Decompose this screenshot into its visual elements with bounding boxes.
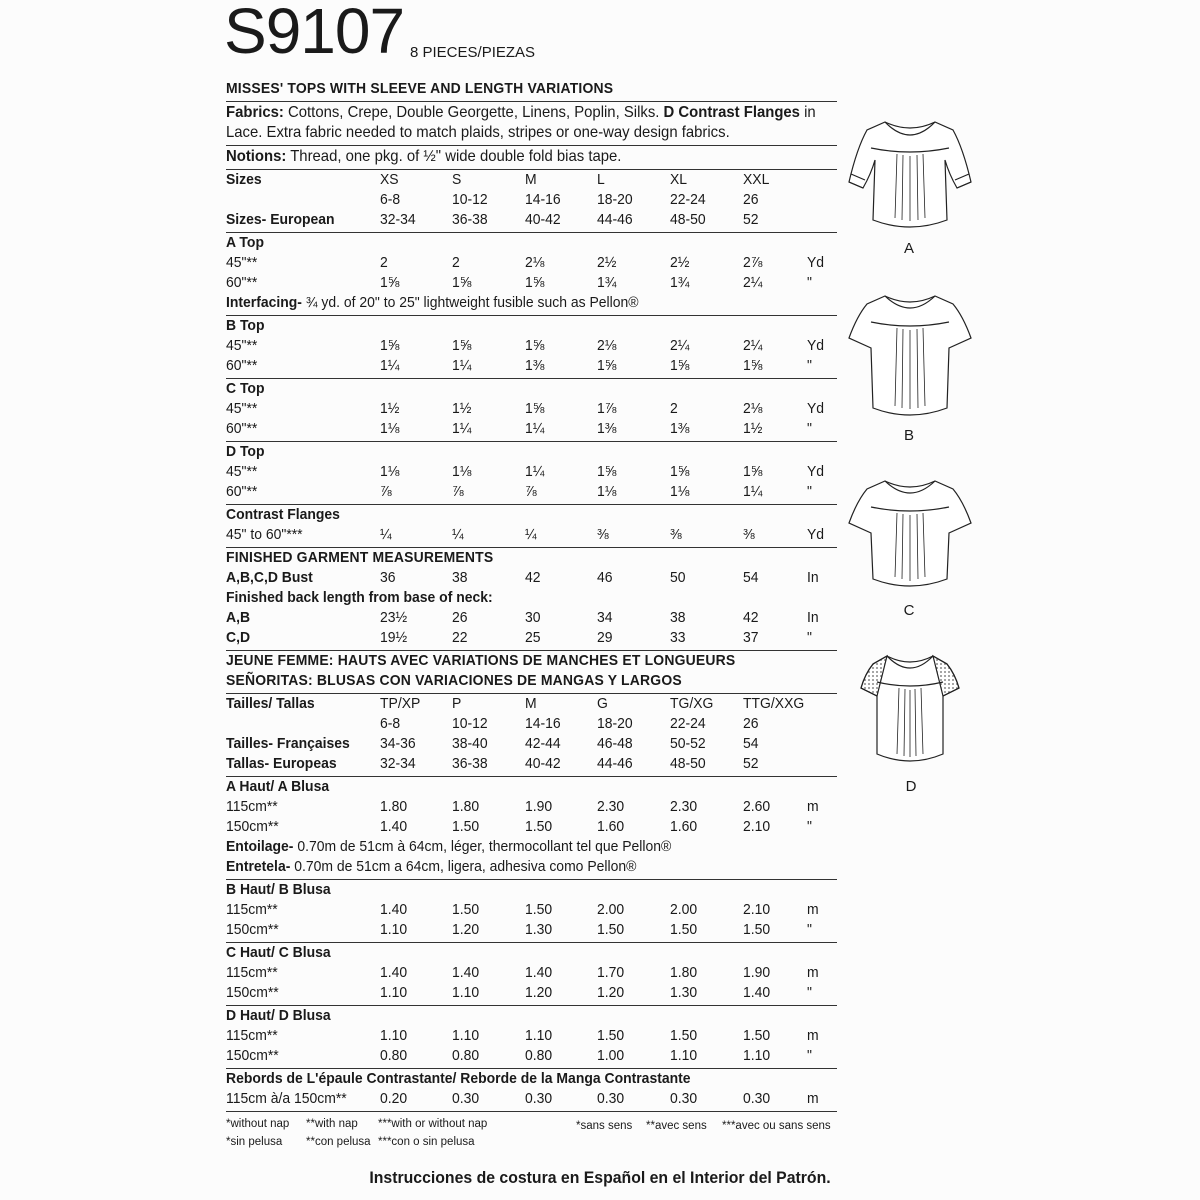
cell-value: ⅞ (380, 483, 392, 500)
cell-value: M (525, 695, 537, 712)
cell-value: 22 (452, 629, 468, 646)
view-heading: C Haut/ C Blusa (226, 944, 331, 961)
divider (226, 441, 837, 442)
cell-value: 1.30 (525, 921, 553, 938)
cell-value: 0.80 (452, 1047, 480, 1064)
divider (226, 693, 837, 694)
cell-value: 2½ (670, 254, 690, 271)
divider (226, 232, 837, 233)
unit-label: " (807, 629, 812, 646)
cell-value: S (452, 171, 462, 188)
cell-value: 33 (670, 629, 686, 646)
back-length-label: Finished back length from base of neck: (226, 589, 493, 606)
cell-value: 10-12 (452, 715, 488, 732)
cell-value: M (525, 171, 537, 188)
row-label: Tailles- Françaises (226, 735, 350, 752)
cell-value: 1.10 (380, 921, 408, 938)
cell-value: 1¼ (452, 420, 472, 437)
cell-value: 1.70 (597, 964, 625, 981)
cell-value: 1⅛ (452, 463, 472, 480)
cell-value: 50-52 (670, 735, 706, 752)
cell-value: 25 (525, 629, 541, 646)
divider (226, 378, 837, 379)
cell-value: 6-8 (380, 715, 401, 732)
cell-value: 1⅝ (380, 337, 400, 354)
cell-value: 1.90 (743, 964, 771, 981)
cell-value: 0.80 (525, 1047, 553, 1064)
cell-value: 36 (380, 569, 396, 586)
unit-label: m (807, 964, 819, 981)
unit-label: Yd (807, 400, 825, 417)
cell-value: 26 (743, 715, 759, 732)
cell-value: 18-20 (597, 191, 633, 208)
cell-value: 1.50 (670, 921, 698, 938)
cell-value: 2⅛ (525, 254, 545, 271)
cell-value: 46-48 (597, 735, 633, 752)
cell-value: 1⅝ (525, 274, 545, 291)
unit-label: " (807, 420, 812, 437)
cell-value: 2¼ (743, 337, 763, 354)
view-heading: B Top (226, 317, 265, 334)
notions-label: Notions: (226, 148, 287, 165)
unit-label: m (807, 798, 819, 815)
cell-value: 1⅝ (743, 463, 763, 480)
cell-value: 1.80 (670, 964, 698, 981)
cell-value: ⅜ (597, 526, 609, 543)
unit-label: m (807, 1027, 819, 1044)
cell-value: 1.40 (525, 964, 553, 981)
footnote-fr: **avec sens (646, 1120, 707, 1132)
cell-value: 50 (670, 569, 686, 586)
cell-value: 38-40 (452, 735, 488, 752)
cell-value: 1¼ (743, 483, 763, 500)
unit-label: Yd (807, 254, 825, 271)
cell-value: 1½ (452, 400, 472, 417)
cell-value: 26 (743, 191, 759, 208)
cell-value: 2.10 (743, 818, 771, 835)
cell-value: ⅞ (452, 483, 464, 500)
finished-title: FINISHED GARMENT MEASUREMENTS (226, 549, 494, 566)
divider (226, 547, 837, 548)
view-b-illustration (845, 290, 975, 420)
row-label: 115cm à/a 150cm** (226, 1090, 347, 1107)
footnote-es: **con pelusa (306, 1136, 371, 1148)
row-label: 60"** (226, 420, 258, 437)
cell-value: 1.40 (743, 984, 771, 1001)
cell-value: 1⅜ (597, 420, 617, 437)
view-label-a: A (903, 240, 914, 257)
row-label: 150cm** (226, 921, 279, 938)
cell-value: 1.50 (597, 1027, 625, 1044)
row-label: Sizes (226, 171, 262, 188)
entoilage-note (226, 838, 671, 856)
row-label: 60"** (226, 357, 258, 374)
row-label: 150cm** (226, 984, 279, 1001)
cell-value: 1¾ (597, 274, 617, 291)
cell-value: 54 (743, 569, 759, 586)
cell-value: 1⅝ (525, 337, 545, 354)
cell-value: 1.20 (597, 984, 625, 1001)
cell-value: 1⅜ (670, 420, 690, 437)
interfacing-label: Interfacing- (226, 294, 302, 311)
cell-value: 0.30 (452, 1090, 480, 1107)
cell-value: 34-36 (380, 735, 416, 752)
cell-value: 0.30 (597, 1090, 625, 1107)
cell-value: 1½ (380, 400, 400, 417)
entoilage-label: Entoilage- (226, 838, 294, 855)
cell-value: 42-44 (525, 735, 561, 752)
cell-value: 1.50 (525, 901, 553, 918)
footer-note: Instrucciones de costura en Español en el Interior del Patrón. (369, 1168, 831, 1187)
cell-value: TP/XP (380, 695, 421, 712)
divider (226, 776, 837, 777)
row-label: 45"** (226, 337, 258, 354)
cell-value: 1.50 (452, 901, 480, 918)
cell-value: 1.00 (597, 1047, 625, 1064)
cell-value: 2 (452, 254, 460, 271)
view-heading: D Haut/ D Blusa (226, 1007, 331, 1024)
cell-value: 0.80 (380, 1047, 408, 1064)
view-heading: A Haut/ A Blusa (226, 778, 330, 795)
cell-value: 1⅞ (597, 400, 617, 417)
row-label: 150cm** (226, 818, 279, 835)
cell-value: ⅜ (670, 526, 682, 543)
interfacing-note (226, 294, 639, 312)
cell-value: 48-50 (670, 755, 706, 772)
cell-value: 1⅝ (452, 274, 472, 291)
view-heading: B Haut/ B Blusa (226, 881, 331, 898)
unit-label: " (807, 1047, 812, 1064)
notions-text: Thread, one pkg. of ½" wide double fold bias tape. (286, 148, 622, 165)
view-heading: Contrast Flanges (226, 506, 340, 523)
cell-value: 2½ (597, 254, 617, 271)
pattern-number: S9107 (224, 0, 405, 67)
cell-value: 1¾ (670, 274, 690, 291)
row-label: 45"** (226, 463, 258, 480)
cell-value: ¼ (380, 526, 392, 543)
cell-value: 1⅝ (380, 274, 400, 291)
cell-value: 2⅞ (743, 254, 763, 271)
cell-value: 1.10 (525, 1027, 553, 1044)
cell-value: 52 (743, 755, 759, 772)
footnote-fr: *sans sens (576, 1120, 633, 1132)
cell-value: 42 (525, 569, 541, 586)
cell-value: 42 (743, 609, 759, 626)
cell-value: 1.60 (597, 818, 625, 835)
cell-value: 23½ (380, 609, 408, 626)
cell-value: 1½ (743, 420, 763, 437)
cell-value: 26 (452, 609, 468, 626)
notions-line (226, 148, 621, 166)
cell-value: ¼ (452, 526, 464, 543)
row-label: 45" to 60"*** (226, 526, 303, 543)
cell-value: 0.20 (380, 1090, 408, 1107)
cell-value: 2¼ (670, 337, 690, 354)
divider (226, 1005, 837, 1006)
cell-value: 1⅝ (670, 357, 690, 374)
footnote-es: *sin pelusa (226, 1136, 283, 1148)
cell-value: TG/XG (670, 695, 714, 712)
cell-value: ¼ (525, 526, 537, 543)
footnote-en: ***with or without nap (378, 1118, 488, 1130)
cell-value: 1.60 (670, 818, 698, 835)
cell-value: 1¼ (525, 420, 545, 437)
cell-value: 2¼ (743, 274, 763, 291)
cell-value: 22-24 (670, 191, 706, 208)
footnote-fr: ***avec ou sans sens (722, 1120, 831, 1132)
row-label: 115cm** (226, 964, 278, 981)
cell-value: XXL (743, 171, 770, 188)
unit-label: m (807, 901, 819, 918)
footnote-en: **with nap (306, 1118, 358, 1130)
view-label-c: C (903, 602, 915, 619)
cell-value: 2.60 (743, 798, 771, 815)
cell-value: 2 (380, 254, 388, 271)
cell-value: 1.10 (380, 984, 408, 1001)
row-label: A,B,C,D Bust (226, 569, 313, 586)
row-label: C,D (226, 629, 251, 646)
cell-value: 30 (525, 609, 541, 626)
cell-value: 2.00 (597, 901, 625, 918)
divider (226, 650, 837, 651)
cell-value: 22-24 (670, 715, 706, 732)
cell-value: 32-34 (380, 755, 416, 772)
cell-value: 2⅛ (743, 400, 763, 417)
row-label: A,B (226, 609, 251, 626)
cell-value: 1.50 (597, 921, 625, 938)
entretela-label: Entretela- (226, 858, 291, 875)
unit-label: " (807, 818, 812, 835)
cell-value: 2.30 (670, 798, 698, 815)
fabrics-text-2: in (799, 104, 816, 121)
cell-value: 1.50 (452, 818, 480, 835)
cell-value: 1.80 (380, 798, 408, 815)
title-fr: JEUNE FEMME: HAUTS AVEC VARIATIONS DE MANCHES ET LONGUEURS (226, 652, 736, 669)
row-label: Sizes- European (226, 211, 335, 228)
cell-value: 1⅛ (380, 420, 400, 437)
cell-value: 1.90 (525, 798, 553, 815)
unit-label: In (807, 609, 819, 626)
cell-value: 1⅝ (597, 357, 617, 374)
unit-label: " (807, 921, 812, 938)
unit-label: " (807, 483, 812, 500)
unit-label: Yd (807, 337, 825, 354)
divider (226, 169, 837, 170)
fabrics-line-1 (226, 104, 816, 122)
view-a-illustration (845, 108, 975, 238)
row-label: Tallas- Europeas (226, 755, 337, 772)
piece-count: 8 PIECES/PIEZAS (410, 44, 536, 61)
cell-value: 1.40 (452, 964, 480, 981)
cell-value: TTG/XXG (743, 695, 805, 712)
cell-value: 52 (743, 211, 759, 228)
cell-value: 1.30 (670, 984, 698, 1001)
footnote-es: ***con o sin pelusa (378, 1136, 475, 1148)
cell-value: 1.40 (380, 964, 408, 981)
unit-label: " (807, 984, 812, 1001)
cell-value: 1.20 (525, 984, 553, 1001)
cell-value: ⅞ (525, 483, 537, 500)
unit-label: Yd (807, 526, 825, 543)
view-heading: Rebords de L'épaule Contrastante/ Reborde de la Manga Contrastante (226, 1070, 691, 1087)
interfacing-text: ¾ yd. of 20" to 25" lightweight fusible such as Pellon® (301, 294, 639, 311)
fabrics-text: Cottons, Crepe, Double Georgette, Linens, Poplin, Silks. (283, 104, 664, 121)
cell-value: 48-50 (670, 211, 706, 228)
cell-value: 1⅜ (525, 357, 545, 374)
cell-value: 32-34 (380, 211, 416, 228)
cell-value: 18-20 (597, 715, 633, 732)
cell-value: 1¼ (452, 357, 472, 374)
row-label: 115cm** (226, 798, 278, 815)
divider (226, 145, 837, 146)
divider (226, 101, 837, 102)
fabrics-label: Fabrics: (226, 104, 284, 121)
cell-value: 2.00 (670, 901, 698, 918)
divider (226, 315, 837, 316)
view-d-illustration (855, 650, 965, 775)
cell-value: L (597, 171, 605, 188)
cell-value: 1.50 (743, 921, 771, 938)
cell-value: 1.50 (743, 1027, 771, 1044)
cell-value: 36-38 (452, 211, 488, 228)
row-label: 60"** (226, 483, 258, 500)
row-label: 115cm** (226, 901, 278, 918)
unit-label: m (807, 1090, 819, 1107)
entretela-text: 0.70m de 51cm a 64cm, ligera, adhesiva como Pellon® (290, 858, 637, 875)
cell-value: 0.30 (670, 1090, 698, 1107)
fabrics-line-2: Lace. Extra fabric needed to match plaids, stripes or one-way design fabrics. (226, 124, 730, 141)
title-es: SEÑORITAS: BLUSAS CON VARIACIONES DE MANGAS Y LARGOS (226, 672, 682, 689)
cell-value: 1¼ (525, 463, 545, 480)
cell-value: 1¼ (380, 357, 400, 374)
cell-value: 14-16 (525, 191, 561, 208)
cell-value: 1.50 (525, 818, 553, 835)
unit-label: Yd (807, 463, 825, 480)
cell-value: 1.10 (670, 1047, 698, 1064)
cell-value: 2 (670, 400, 678, 417)
entoilage-text: 0.70m de 51cm à 64cm, léger, thermocollant tel que Pellon® (293, 838, 672, 855)
cell-value: ⅜ (743, 526, 755, 543)
fabrics-contrast: D Contrast Flanges (663, 104, 800, 121)
cell-value: G (597, 695, 608, 712)
cell-value: 0.30 (525, 1090, 553, 1107)
cell-value: 1.40 (380, 901, 408, 918)
cell-value: 40-42 (525, 755, 561, 772)
footnote-en: *without nap (226, 1118, 290, 1130)
cell-value: 34 (597, 609, 613, 626)
cell-value: 19½ (380, 629, 408, 646)
cell-value: 54 (743, 735, 759, 752)
cell-value: 1⅛ (597, 483, 617, 500)
cell-value: 10-12 (452, 191, 488, 208)
view-label-d: D (905, 778, 917, 795)
cell-value: 6-8 (380, 191, 401, 208)
cell-value: 1⅝ (452, 337, 472, 354)
divider (226, 1111, 837, 1112)
cell-value: 46 (597, 569, 613, 586)
cell-value: 1.40 (380, 818, 408, 835)
row-label: 115cm** (226, 1027, 278, 1044)
entretela-note (226, 858, 636, 876)
unit-label: In (807, 569, 819, 586)
row-label: 45"** (226, 400, 258, 417)
cell-value: 1⅝ (670, 463, 690, 480)
pattern-title: MISSES' TOPS WITH SLEEVE AND LENGTH VARIATIONS (226, 80, 614, 97)
cell-value: 38 (670, 609, 686, 626)
unit-label: " (807, 357, 812, 374)
row-label: Tailles/ Tallas (226, 695, 315, 712)
cell-value: 37 (743, 629, 759, 646)
cell-value: 44-46 (597, 755, 633, 772)
cell-value: 36-38 (452, 755, 488, 772)
cell-value: 1⅛ (670, 483, 690, 500)
divider (226, 879, 837, 880)
cell-value: 2.10 (743, 901, 771, 918)
cell-value: 1⅝ (525, 400, 545, 417)
view-heading: A Top (226, 234, 264, 251)
cell-value: 1.10 (380, 1027, 408, 1044)
cell-value: 38 (452, 569, 468, 586)
row-label: 150cm** (226, 1047, 279, 1064)
cell-value: 40-42 (525, 211, 561, 228)
cell-value: 2⅛ (597, 337, 617, 354)
view-c-illustration (845, 475, 975, 600)
cell-value: XL (670, 171, 688, 188)
view-heading: D Top (226, 443, 265, 460)
cell-value: 2.30 (597, 798, 625, 815)
divider (226, 504, 837, 505)
cell-value: 44-46 (597, 211, 633, 228)
row-label: 60"** (226, 274, 258, 291)
cell-value: 1.10 (452, 1027, 480, 1044)
unit-label: " (807, 274, 812, 291)
cell-value: 1.80 (452, 798, 480, 815)
cell-value: XS (380, 171, 399, 188)
cell-value: 1.20 (452, 921, 480, 938)
cell-value: 29 (597, 629, 613, 646)
cell-value: P (452, 695, 462, 712)
cell-value: 0.30 (743, 1090, 771, 1107)
cell-value: 1⅛ (380, 463, 400, 480)
view-label-b: B (903, 427, 914, 444)
cell-value: 1.10 (743, 1047, 771, 1064)
view-heading: C Top (226, 380, 265, 397)
cell-value: 1.50 (670, 1027, 698, 1044)
cell-value: 1⅝ (597, 463, 617, 480)
divider (226, 1068, 837, 1069)
cell-value: 1⅝ (743, 357, 763, 374)
cell-value: 1.10 (452, 984, 480, 1001)
divider (226, 942, 837, 943)
cell-value: 14-16 (525, 715, 561, 732)
row-label: 45"** (226, 254, 258, 271)
